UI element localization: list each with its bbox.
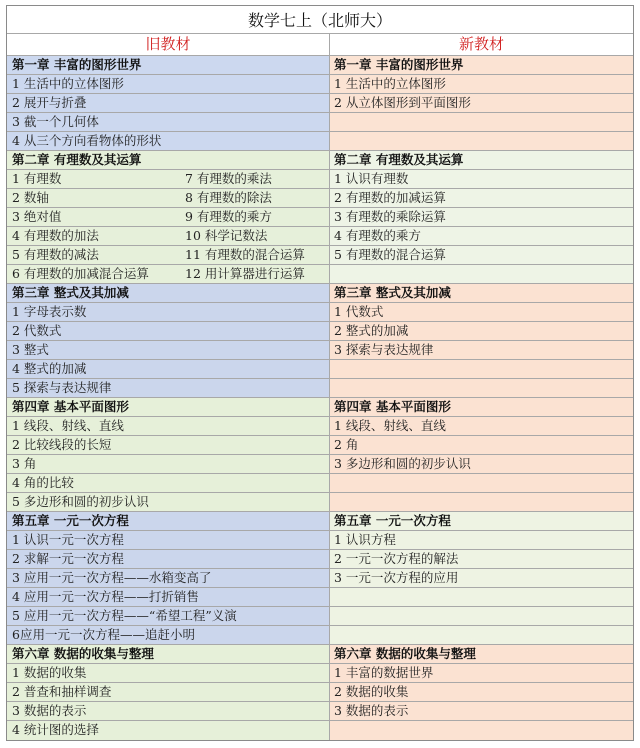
old-chapter-title: 第四章 基本平面图形 <box>7 398 330 416</box>
old-lesson-cell <box>7 455 330 473</box>
old-lesson: 5 多边形和圆的初步认识 <box>12 494 149 509</box>
header-row <box>7 34 633 56</box>
new-lesson: 3 一元一次方程的应用 <box>330 569 633 587</box>
new-lesson: 5 有理数的混合运算 <box>330 246 633 264</box>
table-row <box>7 265 633 284</box>
new-lesson: 2 一元一次方程的解法 <box>330 550 633 568</box>
table-row <box>7 113 633 132</box>
table-row <box>7 550 633 569</box>
new-lesson: 4 有理数的乘方 <box>330 227 633 245</box>
new-lesson: 2 有理数的加减运算 <box>330 189 633 207</box>
old-lesson: 3 角 <box>12 456 37 471</box>
new-lesson: 3 探索与表达规律 <box>330 341 633 359</box>
new-lesson: 2 从立体图形到平面图形 <box>330 94 633 112</box>
new-chapter-title: 第一章 丰富的图形世界 <box>330 56 633 74</box>
old-lesson: 4 整式的加减 <box>12 361 87 376</box>
new-chapter-title: 第六章 数据的收集与整理 <box>330 645 633 663</box>
table-row <box>7 379 633 398</box>
old-lesson-cell <box>7 683 330 701</box>
table-row <box>7 607 633 626</box>
old-lesson: 5 有理数的减法 <box>12 247 99 262</box>
old-lesson: 7 有理数的乘法 <box>185 171 272 186</box>
old-chapter-title: 第二章 有理数及其运算 <box>7 151 330 169</box>
new-lesson <box>330 113 633 131</box>
old-lesson-cell <box>7 246 330 264</box>
new-lesson: 2 整式的加减 <box>330 322 633 340</box>
old-chapter-title: 第五章 一元一次方程 <box>7 512 330 530</box>
old-lesson: 1 字母表示数 <box>12 304 87 319</box>
table-row <box>7 189 633 208</box>
old-lesson: 2 数轴 <box>12 190 49 205</box>
table-row <box>7 493 633 512</box>
old-lesson-cell <box>7 265 330 283</box>
old-lesson-cell <box>7 493 330 511</box>
table-title-row <box>7 6 633 34</box>
new-lesson: 2 角 <box>330 436 633 454</box>
old-lesson: 1 有理数 <box>12 171 62 186</box>
old-lesson: 12 用计算器进行运算 <box>185 266 305 281</box>
old-lesson-cell <box>7 531 330 549</box>
table-row <box>7 531 633 550</box>
old-lesson: 1 数据的收集 <box>12 665 87 680</box>
old-lesson-cell <box>7 607 330 625</box>
old-lesson-cell <box>7 360 330 378</box>
new-lesson <box>330 265 633 283</box>
table-row <box>7 341 633 360</box>
chapters-body <box>7 56 633 740</box>
table-row <box>7 436 633 455</box>
old-lesson: 4 统计图的选择 <box>12 722 99 737</box>
old-lesson-cell <box>7 550 330 568</box>
chapter-heading-row <box>7 512 633 531</box>
old-lesson-cell <box>7 227 330 245</box>
table-row <box>7 94 633 113</box>
chapter-heading-row <box>7 645 633 664</box>
old-header: 旧教材 <box>145 35 191 53</box>
table-row <box>7 569 633 588</box>
table-row <box>7 683 633 702</box>
old-lesson-cell <box>7 341 330 359</box>
new-lesson: 1 丰富的数据世界 <box>330 664 633 682</box>
old-lesson-cell <box>7 132 330 150</box>
new-lesson <box>330 588 633 606</box>
table-row <box>7 702 633 721</box>
new-lesson <box>330 474 633 492</box>
old-lesson: 4 有理数的加法 <box>12 228 99 243</box>
old-lesson: 3 应用一元一次方程——水箱变高了 <box>12 570 212 585</box>
old-lesson-cell <box>7 721 330 740</box>
table-row <box>7 664 633 683</box>
new-lesson: 1 认识有理数 <box>330 170 633 188</box>
new-chapter-title: 第四章 基本平面图形 <box>330 398 633 416</box>
table-row <box>7 360 633 379</box>
old-lesson: 9 有理数的乘方 <box>185 209 272 224</box>
old-lesson: 2 求解一元一次方程 <box>12 551 124 566</box>
new-lesson: 3 有理数的乘除运算 <box>330 208 633 226</box>
new-lesson: 3 数据的表示 <box>330 702 633 720</box>
old-lesson-cell <box>7 569 330 587</box>
old-lesson: 2 展开与折叠 <box>12 95 87 110</box>
new-lesson <box>330 607 633 625</box>
old-lesson-cell <box>7 170 330 188</box>
old-lesson-cell <box>7 626 330 644</box>
old-lesson-cell <box>7 702 330 720</box>
old-chapter-title: 第一章 丰富的图形世界 <box>7 56 330 74</box>
old-chapter-title: 第六章 数据的收集与整理 <box>7 645 330 663</box>
old-lesson: 1 线段、射线、直线 <box>12 418 124 433</box>
old-lesson-cell <box>7 436 330 454</box>
table-row <box>7 588 633 607</box>
new-chapter-title: 第五章 一元一次方程 <box>330 512 633 530</box>
old-lesson: 4 从三个方向看物体的形状 <box>12 133 162 148</box>
old-lesson-cell <box>7 379 330 397</box>
old-lesson-cell <box>7 75 330 93</box>
new-lesson: 1 认识方程 <box>330 531 633 549</box>
new-lesson: 3 多边形和圆的初步认识 <box>330 455 633 473</box>
old-lesson-cell <box>7 474 330 492</box>
old-lesson: 4 角的比较 <box>12 475 74 490</box>
old-lesson-cell <box>7 208 330 226</box>
new-lesson <box>330 493 633 511</box>
table-row <box>7 626 633 645</box>
new-header-cell <box>330 34 633 55</box>
old-lesson: 1 认识一元一次方程 <box>12 532 124 547</box>
old-lesson: 10 科学记数法 <box>185 228 268 243</box>
new-lesson <box>330 721 633 740</box>
old-lesson: 6应用一元一次方程——追赶小明 <box>12 627 195 642</box>
chapter-heading-row <box>7 56 633 75</box>
old-lesson: 3 绝对值 <box>12 209 62 224</box>
old-lesson: 1 生活中的立体图形 <box>12 76 124 91</box>
old-lesson-cell <box>7 189 330 207</box>
new-lesson: 1 线段、射线、直线 <box>330 417 633 435</box>
table-row <box>7 227 633 246</box>
table-row <box>7 417 633 436</box>
new-lesson <box>330 360 633 378</box>
new-chapter-title: 第三章 整式及其加减 <box>330 284 633 302</box>
old-lesson-cell <box>7 303 330 321</box>
old-header-cell <box>7 34 330 55</box>
old-lesson: 8 有理数的除法 <box>185 190 272 205</box>
old-lesson: 5 探索与表达规律 <box>12 380 112 395</box>
old-lesson-cell <box>7 94 330 112</box>
table-row <box>7 474 633 493</box>
old-lesson-cell <box>7 113 330 131</box>
old-lesson-cell <box>7 417 330 435</box>
new-chapter-title: 第二章 有理数及其运算 <box>330 151 633 169</box>
new-lesson: 1 代数式 <box>330 303 633 321</box>
table-row <box>7 208 633 227</box>
new-lesson <box>330 626 633 644</box>
old-lesson: 2 代数式 <box>12 323 62 338</box>
old-lesson: 2 比较线段的长短 <box>12 437 112 452</box>
table-row <box>7 132 633 151</box>
old-lesson: 3 整式 <box>12 342 49 357</box>
table-row <box>7 246 633 265</box>
old-lesson: 4 应用一元一次方程——打折销售 <box>12 589 199 604</box>
old-lesson: 5 应用一元一次方程——“希望工程”义演 <box>12 608 237 623</box>
new-lesson <box>330 132 633 150</box>
table-row <box>7 75 633 94</box>
table-row <box>7 455 633 474</box>
comparison-table <box>6 5 634 741</box>
chapter-heading-row <box>7 151 633 170</box>
new-lesson: 1 生活中的立体图形 <box>330 75 633 93</box>
table-row <box>7 721 633 740</box>
old-lesson: 11 有理数的混合运算 <box>185 247 305 262</box>
old-chapter-title: 第三章 整式及其加减 <box>7 284 330 302</box>
old-lesson-cell <box>7 322 330 340</box>
new-lesson: 2 数据的收集 <box>330 683 633 701</box>
old-lesson: 6 有理数的加减混合运算 <box>12 266 149 281</box>
table-row <box>7 303 633 322</box>
chapter-heading-row <box>7 398 633 417</box>
old-lesson: 3 截一个几何体 <box>12 114 99 129</box>
new-lesson <box>330 379 633 397</box>
old-lesson-cell <box>7 588 330 606</box>
new-header: 新教材 <box>458 35 504 53</box>
old-lesson-cell <box>7 664 330 682</box>
table-row <box>7 322 633 341</box>
table-title: 数学七上（北师大） <box>247 11 392 30</box>
old-lesson: 2 普查和抽样调查 <box>12 684 112 699</box>
chapter-heading-row <box>7 284 633 303</box>
old-lesson: 3 数据的表示 <box>12 703 87 718</box>
table-row <box>7 170 633 189</box>
